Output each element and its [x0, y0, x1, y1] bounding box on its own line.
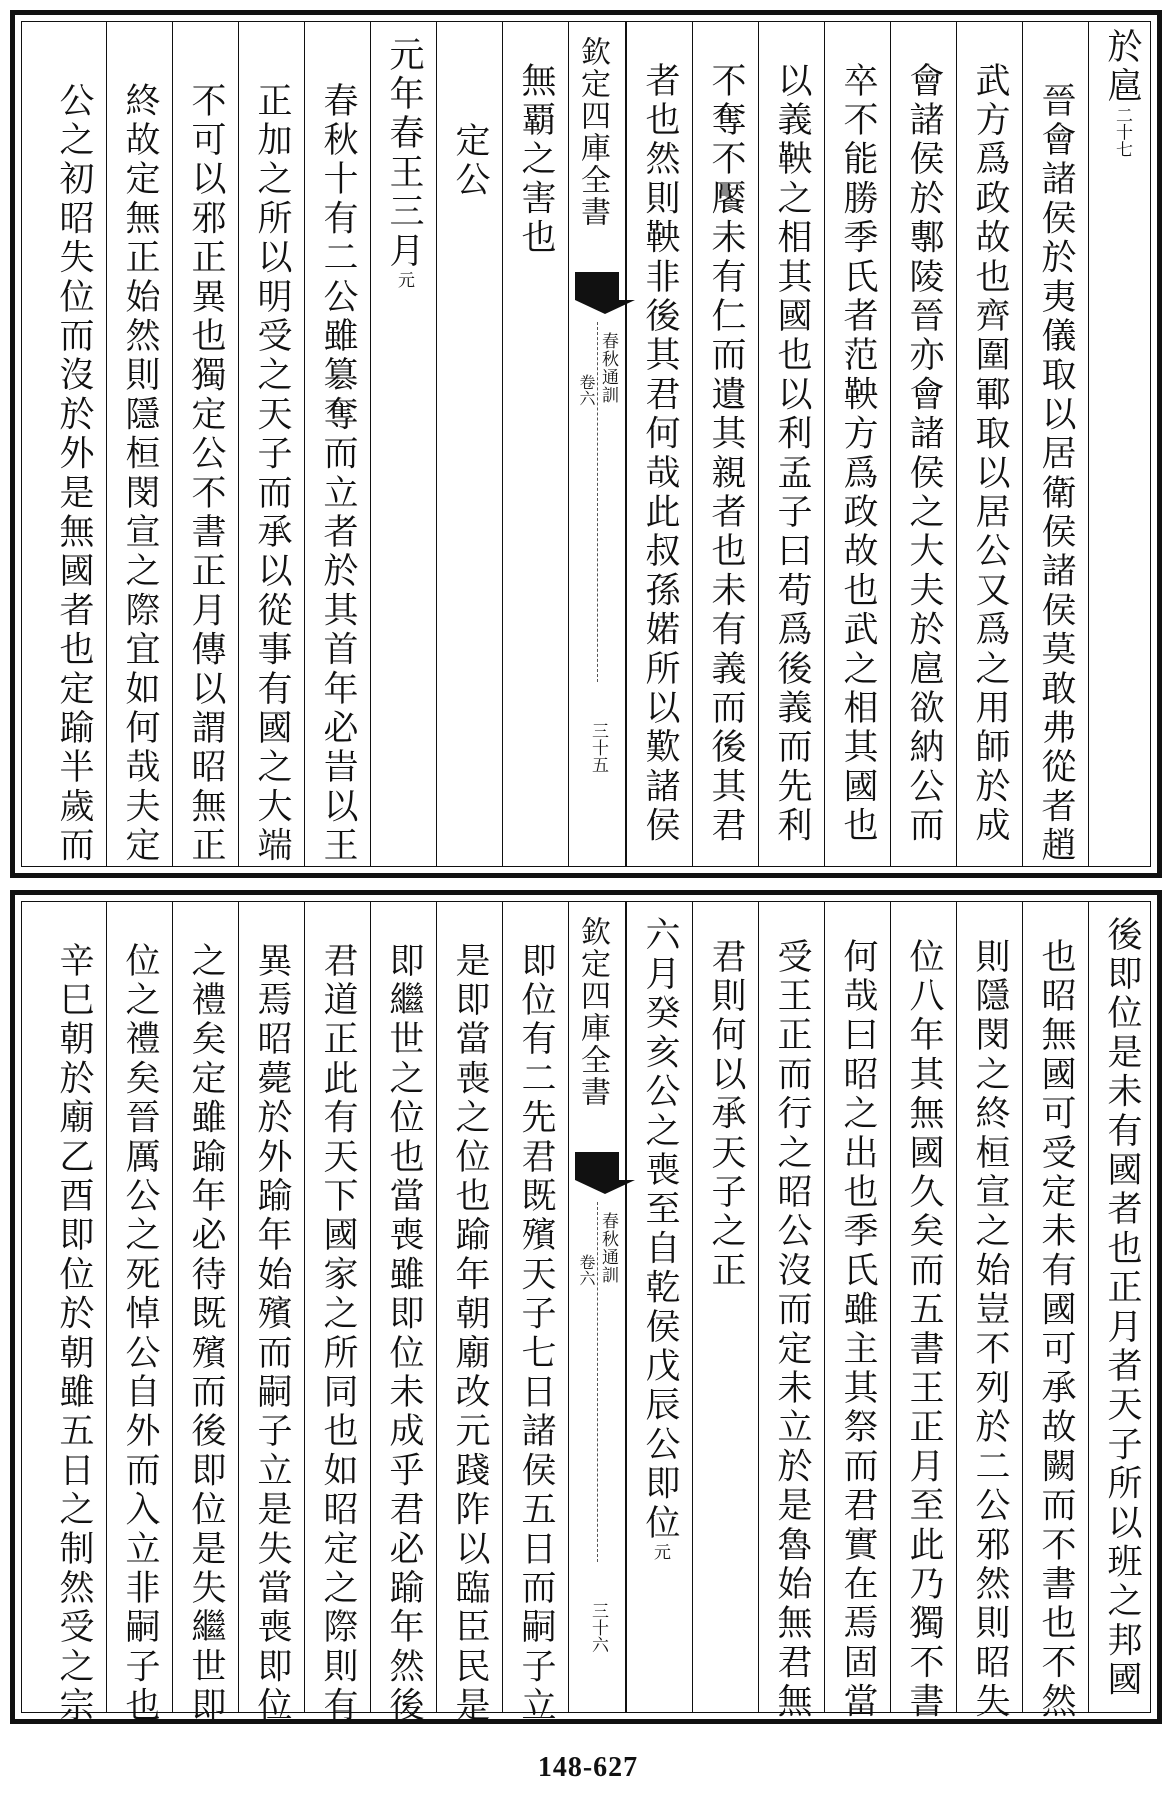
top-col-5-text: 卒不能勝季氏者范鞅方爲政故也武之相其國也	[838, 62, 878, 846]
page-number: 148-627	[537, 1752, 639, 1783]
top-book-name: 春秋通訓	[598, 332, 618, 404]
bottom-col-8	[626, 902, 692, 1712]
bottom-col-9	[502, 902, 568, 1726]
bottom-col-11-text: 即繼世之位也當喪雖即位未成乎君必踰年然後	[384, 942, 424, 1726]
bottom-col-3-text: 則隱閔之終桓宣之始豈不列於二公邪然則昭失	[970, 938, 1010, 1722]
bottom-col-16-text: 辛巳朝於廟乙酉即位於朝雖五日之制然受之宗	[54, 942, 94, 1726]
bottom-col-13	[238, 902, 304, 1726]
bottom-col-11	[370, 902, 436, 1726]
bottom-gutter	[568, 902, 626, 1712]
bottom-col-10	[436, 902, 502, 1726]
top-col-15	[106, 22, 172, 866]
top-col-4	[890, 22, 956, 866]
bottom-col-1	[1088, 902, 1154, 1712]
bottom-col-14	[172, 902, 238, 1726]
top-volume: 卷六	[577, 374, 596, 406]
bottom-col-6	[758, 902, 824, 1722]
bottom-header-title: 欽定四庫全書	[575, 916, 610, 1108]
top-col-13-text: 正加之所以明受之天子而承以從事有國之大端	[252, 82, 292, 866]
top-col-8-text: 者也然則鞅非後其君何哉此叔孫婼所以歎諸侯	[640, 62, 680, 846]
bottom-col-8-text: 六月癸亥公之喪至自乾侯戊辰公即位元	[640, 916, 680, 1561]
top-col-12-text: 春秋十有二公雖簒奪而立者於其首年必旹以王	[318, 82, 358, 866]
bottom-col-1-text: 後即位是未有國者也正月者天子所以班之邦國	[1102, 916, 1142, 1700]
top-col-13	[238, 22, 304, 866]
bottom-col-5-text: 何哉曰昭之出也季氏雖主其祭而君實在焉固當	[838, 938, 878, 1722]
top-col-8	[626, 22, 692, 866]
top-col-10	[436, 22, 502, 866]
top-page	[10, 10, 1162, 878]
top-header-title: 欽定四庫全書	[575, 36, 610, 228]
top-col-10-text: 定公	[450, 122, 490, 201]
top-col-14-text: 不可以邪正異也獨定公不書正月傳以謂昭無正	[186, 82, 226, 866]
bottom-col-2-text: 也昭無國可受定未有國可承故闕而不書也不然	[1036, 938, 1076, 1722]
top-col-9	[502, 22, 568, 866]
top-col-7-text: 不奪不饜未有仁而遺其親者也未有義而後其君	[706, 62, 746, 846]
bottom-col-9-text: 即位有二先君既殯天子七日諸侯五日而嗣子立	[516, 942, 556, 1726]
top-leaf-number: 三十五	[588, 722, 608, 773]
top-col-12	[304, 22, 370, 866]
bottom-col-3	[956, 902, 1022, 1722]
top-col-16-text: 公之初昭失位而沒於外是無國者也定踰半歲而	[54, 82, 94, 866]
top-col-3	[956, 22, 1022, 866]
top-gutter	[568, 22, 626, 866]
bottom-col-14-text: 之禮矣定雖踰年必待既殯而後即位是失繼世即	[186, 942, 226, 1726]
top-fishtail-mark	[575, 272, 619, 300]
bottom-col-6-text: 受王正而行之昭公沒而定未立於是魯始無君無	[772, 938, 812, 1722]
top-col-7	[692, 22, 758, 866]
bottom-volume: 卷六	[577, 1254, 596, 1286]
top-col-15-text: 終故定無正始然則隱桓閔宣之際宜如何哉夫定	[120, 82, 160, 866]
bottom-page	[10, 890, 1162, 1724]
top-col-6-text: 以義鞅之相其國也以利孟子曰苟爲後義而先利	[772, 62, 812, 846]
top-col-4-text: 會諸侯於鄟陵晉亦會諸侯之大夫於扈欲納公而	[904, 62, 944, 846]
bottom-col-2	[1022, 902, 1088, 1722]
bottom-col-16	[22, 902, 106, 1726]
top-col-11	[370, 22, 436, 866]
top-col-1	[1088, 22, 1154, 866]
bottom-col-15-text: 位之禮矣晉厲公之死悼公自外而入立非嗣子也	[120, 942, 160, 1726]
top-col-9-text: 無覇之害也	[516, 62, 556, 258]
bottom-col-12	[304, 902, 370, 1726]
bottom-col-13-text: 異焉昭薨於外踰年始殯而嗣子立是失當喪即位	[252, 942, 292, 1726]
top-page-frame	[21, 21, 1151, 867]
bottom-col-15	[106, 902, 172, 1726]
bottom-book-name: 春秋通訓	[598, 1212, 618, 1284]
bottom-col-5	[824, 902, 890, 1722]
top-col-2	[1022, 22, 1088, 866]
top-col-1-text: 於扈二十七	[1102, 28, 1142, 158]
top-col-16	[22, 22, 106, 866]
bottom-col-7-text: 君則何以承天子之正	[706, 938, 746, 1291]
bottom-col-12-text: 君道正此有天下國家之所同也如昭定之際則有	[318, 942, 358, 1726]
top-col-2-text: 晉會諸侯於夷儀取以居衛侯諸侯莫敢弗從者趙	[1036, 82, 1076, 866]
top-col-14	[172, 22, 238, 866]
bottom-page-frame	[21, 901, 1151, 1726]
bottom-col-7	[692, 902, 758, 1712]
top-col-3-text: 武方爲政故也齊圍鄆取以居公又爲之用師於成	[970, 62, 1010, 846]
bottom-col-4	[890, 902, 956, 1722]
bottom-leaf-number: 三十六	[588, 1602, 608, 1653]
top-col-11-text: 元年春王三月元	[384, 36, 424, 289]
bottom-col-10-text: 是即當喪之位也踰年朝廟改元踐阼以臨臣民是	[450, 942, 490, 1726]
bottom-fishtail-mark	[575, 1152, 619, 1180]
bottom-col-4-text: 位八年其無國久矣而五書王正月至此乃獨不書	[904, 938, 944, 1722]
top-col-5	[824, 22, 890, 866]
top-col-6	[758, 22, 824, 866]
